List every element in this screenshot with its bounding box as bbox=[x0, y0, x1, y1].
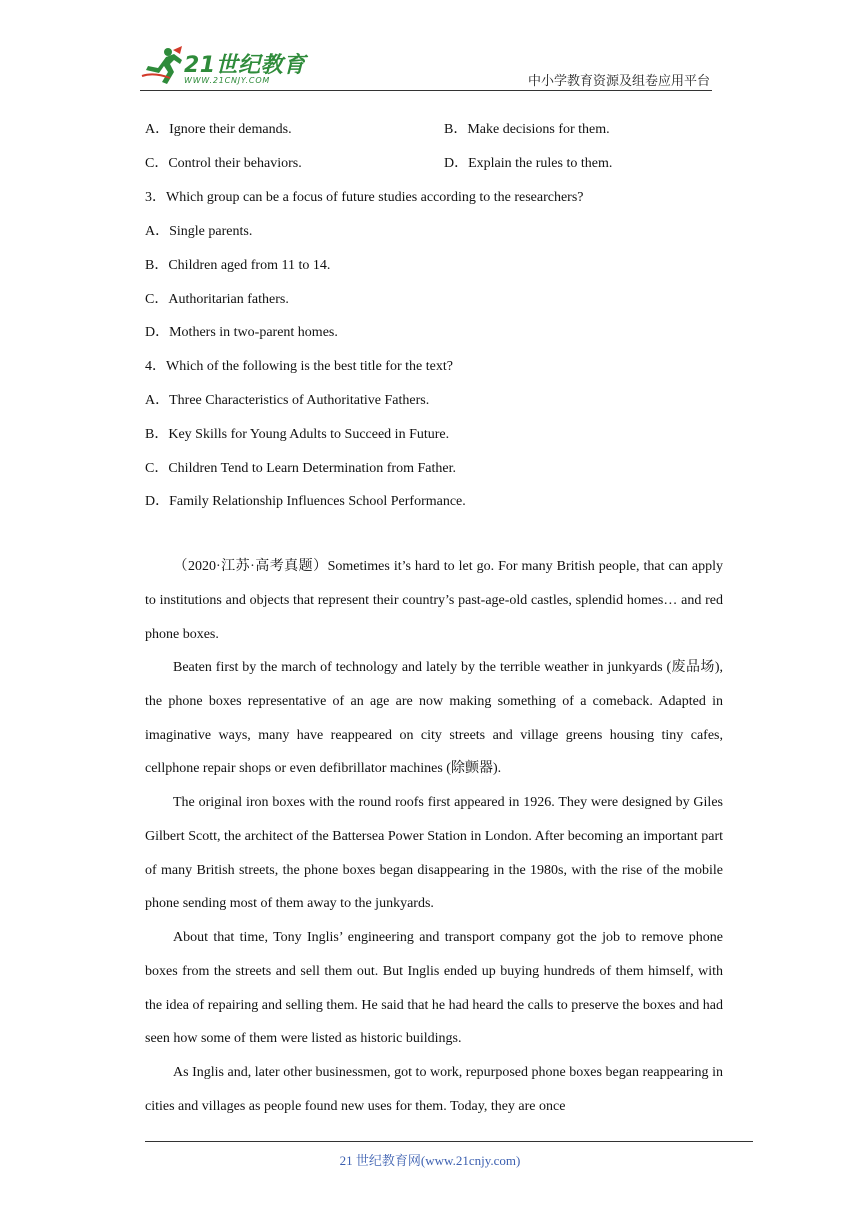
q4-option-d: D．Family Relationship Influences School Performance. bbox=[145, 494, 466, 509]
q4-option-a: A．Three Characteristics of Authoritative Fathers. bbox=[145, 393, 430, 408]
passage-paragraph-3-text: The original iron boxes with the round roofs first appeared in 1926. They were designed by Giles Gilbert Scott, the architect of the Battersea Power Station in London. After becoming an important part of many British streets, the phone boxes began disappearing in the 1980s, with the rise of the mobile phone sending most of them away to the junkyards. bbox=[145, 795, 723, 912]
logo-text: 21世纪教育 bbox=[184, 53, 306, 78]
q4-stem: 4．Which of the following is the best title for the text? bbox=[145, 359, 453, 374]
passage-paragraph-1 bbox=[145, 550, 723, 651]
q3-option-d: D．Mothers in two-parent homes. bbox=[145, 325, 338, 340]
site-logo bbox=[140, 44, 310, 90]
logo-url: WWW.21CNJY.COM bbox=[184, 76, 271, 85]
passage-paragraph-1-text: （2020·江苏·高考真题）Sometimes it’s hard to let go. For many British people, that can apply to institutions and objects that represent their country’s past-age-old castles, splendid homes… and red phone boxes. bbox=[145, 559, 723, 642]
passage-paragraph-5 bbox=[145, 1056, 723, 1124]
passage-paragraph-4-text: About that time, Tony Inglis’ engineering and transport company got the job to remove phone boxes from the streets and sell them out. But Inglis ended up buying hundreds of them himself, with the idea of repairing and selling them. He said that he had heard the calls to preserve the boxes and had seen how some of them were listed as historic buildings. bbox=[145, 930, 723, 1047]
page-header bbox=[0, 0, 860, 100]
q3-option-c: C．Authoritarian fathers. bbox=[145, 292, 289, 307]
q2-option-c: C．Control their behaviors. bbox=[145, 156, 302, 171]
passage-paragraph-2-text: Beaten first by the march of technology and lately by the terrible weather in junkyards (废品场), the phone boxes representative of an age are now making something of a comeback. Adapted in imaginative ways, many have reappeared on city streets and village greens housing tiny cafes, cellphone repair shops or even defibrillator machines (除颤器). bbox=[145, 660, 723, 777]
passage-paragraph-5-text: As Inglis and, later other businessmen, got to work, repurposed phone boxes began reappearing in cities and villages as people found new uses for them. Today, they are once bbox=[145, 1065, 723, 1114]
q2-option-a: A．Ignore their demands. bbox=[145, 122, 292, 137]
q4-option-c: C．Children Tend to Learn Determination from Father. bbox=[145, 461, 456, 476]
footer-divider bbox=[145, 1141, 753, 1142]
q3-stem: 3．Which group can be a focus of future studies according to the researchers? bbox=[145, 190, 584, 205]
runner-logo-icon bbox=[140, 46, 184, 86]
q2-option-d: D．Explain the rules to them. bbox=[444, 156, 613, 171]
passage-paragraph-2 bbox=[145, 651, 723, 786]
footer-link[interactable]: 21 世纪教育网(www.21cnjy.com) bbox=[339, 1153, 521, 1168]
passage-paragraph-3 bbox=[145, 786, 723, 921]
q2-option-b: B．Make decisions for them. bbox=[444, 122, 610, 137]
header-divider bbox=[140, 90, 712, 91]
q4-option-b: B．Key Skills for Young Adults to Succeed in Future. bbox=[145, 427, 450, 442]
platform-name: 中小学教育资源及组卷应用平台 bbox=[527, 74, 710, 89]
q3-option-a: A．Single parents. bbox=[145, 224, 253, 239]
passage-paragraph-4 bbox=[145, 921, 723, 1056]
q3-option-b: B．Children aged from 11 to 14. bbox=[145, 258, 331, 273]
